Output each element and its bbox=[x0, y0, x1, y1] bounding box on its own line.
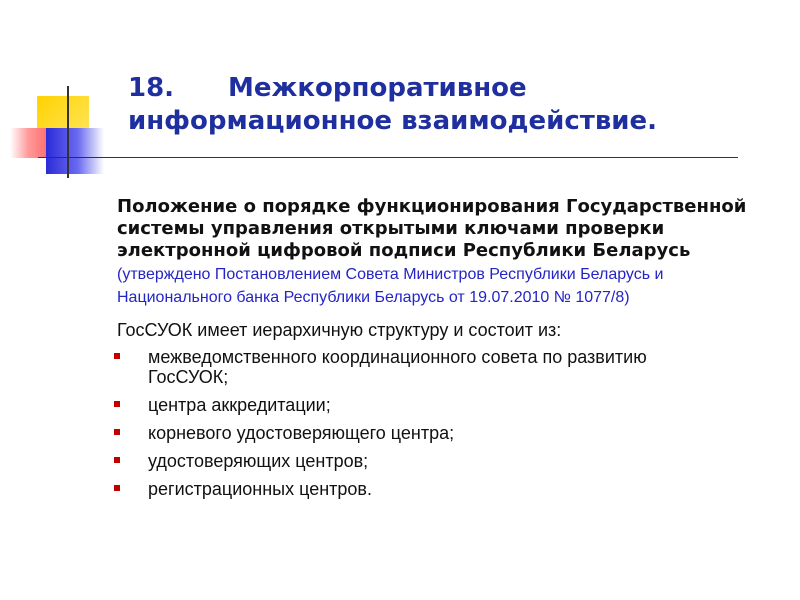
bullet-icon bbox=[114, 485, 120, 491]
title-line-1: Межкорпоративное bbox=[228, 73, 527, 103]
title-number: 18. bbox=[128, 73, 175, 103]
bullet-icon bbox=[114, 457, 120, 463]
list-item bbox=[112, 423, 708, 443]
bullet-icon bbox=[114, 401, 120, 407]
lead-note: (утверждено Постановлением Совета Министров Республики Беларусь и Национального банка Республики Беларусь от 19.07.2010 № 1077/8) bbox=[117, 266, 664, 306]
title-underline bbox=[38, 157, 738, 158]
vertical-rule bbox=[67, 86, 69, 178]
structure-list bbox=[112, 347, 762, 499]
slide-title bbox=[128, 72, 768, 138]
list-item-text: регистрационных центров. bbox=[148, 479, 372, 499]
list-item-text: межведомственного координационного совета по развитию ГосСУОК; bbox=[148, 347, 647, 387]
bullet-icon bbox=[114, 353, 120, 359]
blue-square-decoration bbox=[46, 128, 104, 174]
list-item-text: корневого удостоверяющего центра; bbox=[148, 423, 455, 443]
bullet-icon bbox=[114, 429, 120, 435]
list-item bbox=[112, 479, 708, 499]
title-line-2: информационное взаимодействие. bbox=[128, 106, 658, 136]
list-item-text: центра аккредитации; bbox=[148, 395, 331, 415]
list-item bbox=[112, 347, 708, 387]
lead-bold-text: Положение о порядке функционирования Государственной системы управления открытыми ключами проверки электронной цифровой подписи Республики Беларусь bbox=[117, 196, 747, 261]
list-item-text: удостоверяющих центров; bbox=[148, 451, 369, 471]
list-item bbox=[112, 395, 708, 415]
lead-paragraph bbox=[117, 196, 767, 309]
list-item bbox=[112, 451, 708, 471]
corner-decoration bbox=[0, 0, 120, 180]
slide-content bbox=[117, 196, 767, 507]
intro-text: ГосСУОК имеет иерархичную структуру и состоит из: bbox=[117, 320, 562, 340]
